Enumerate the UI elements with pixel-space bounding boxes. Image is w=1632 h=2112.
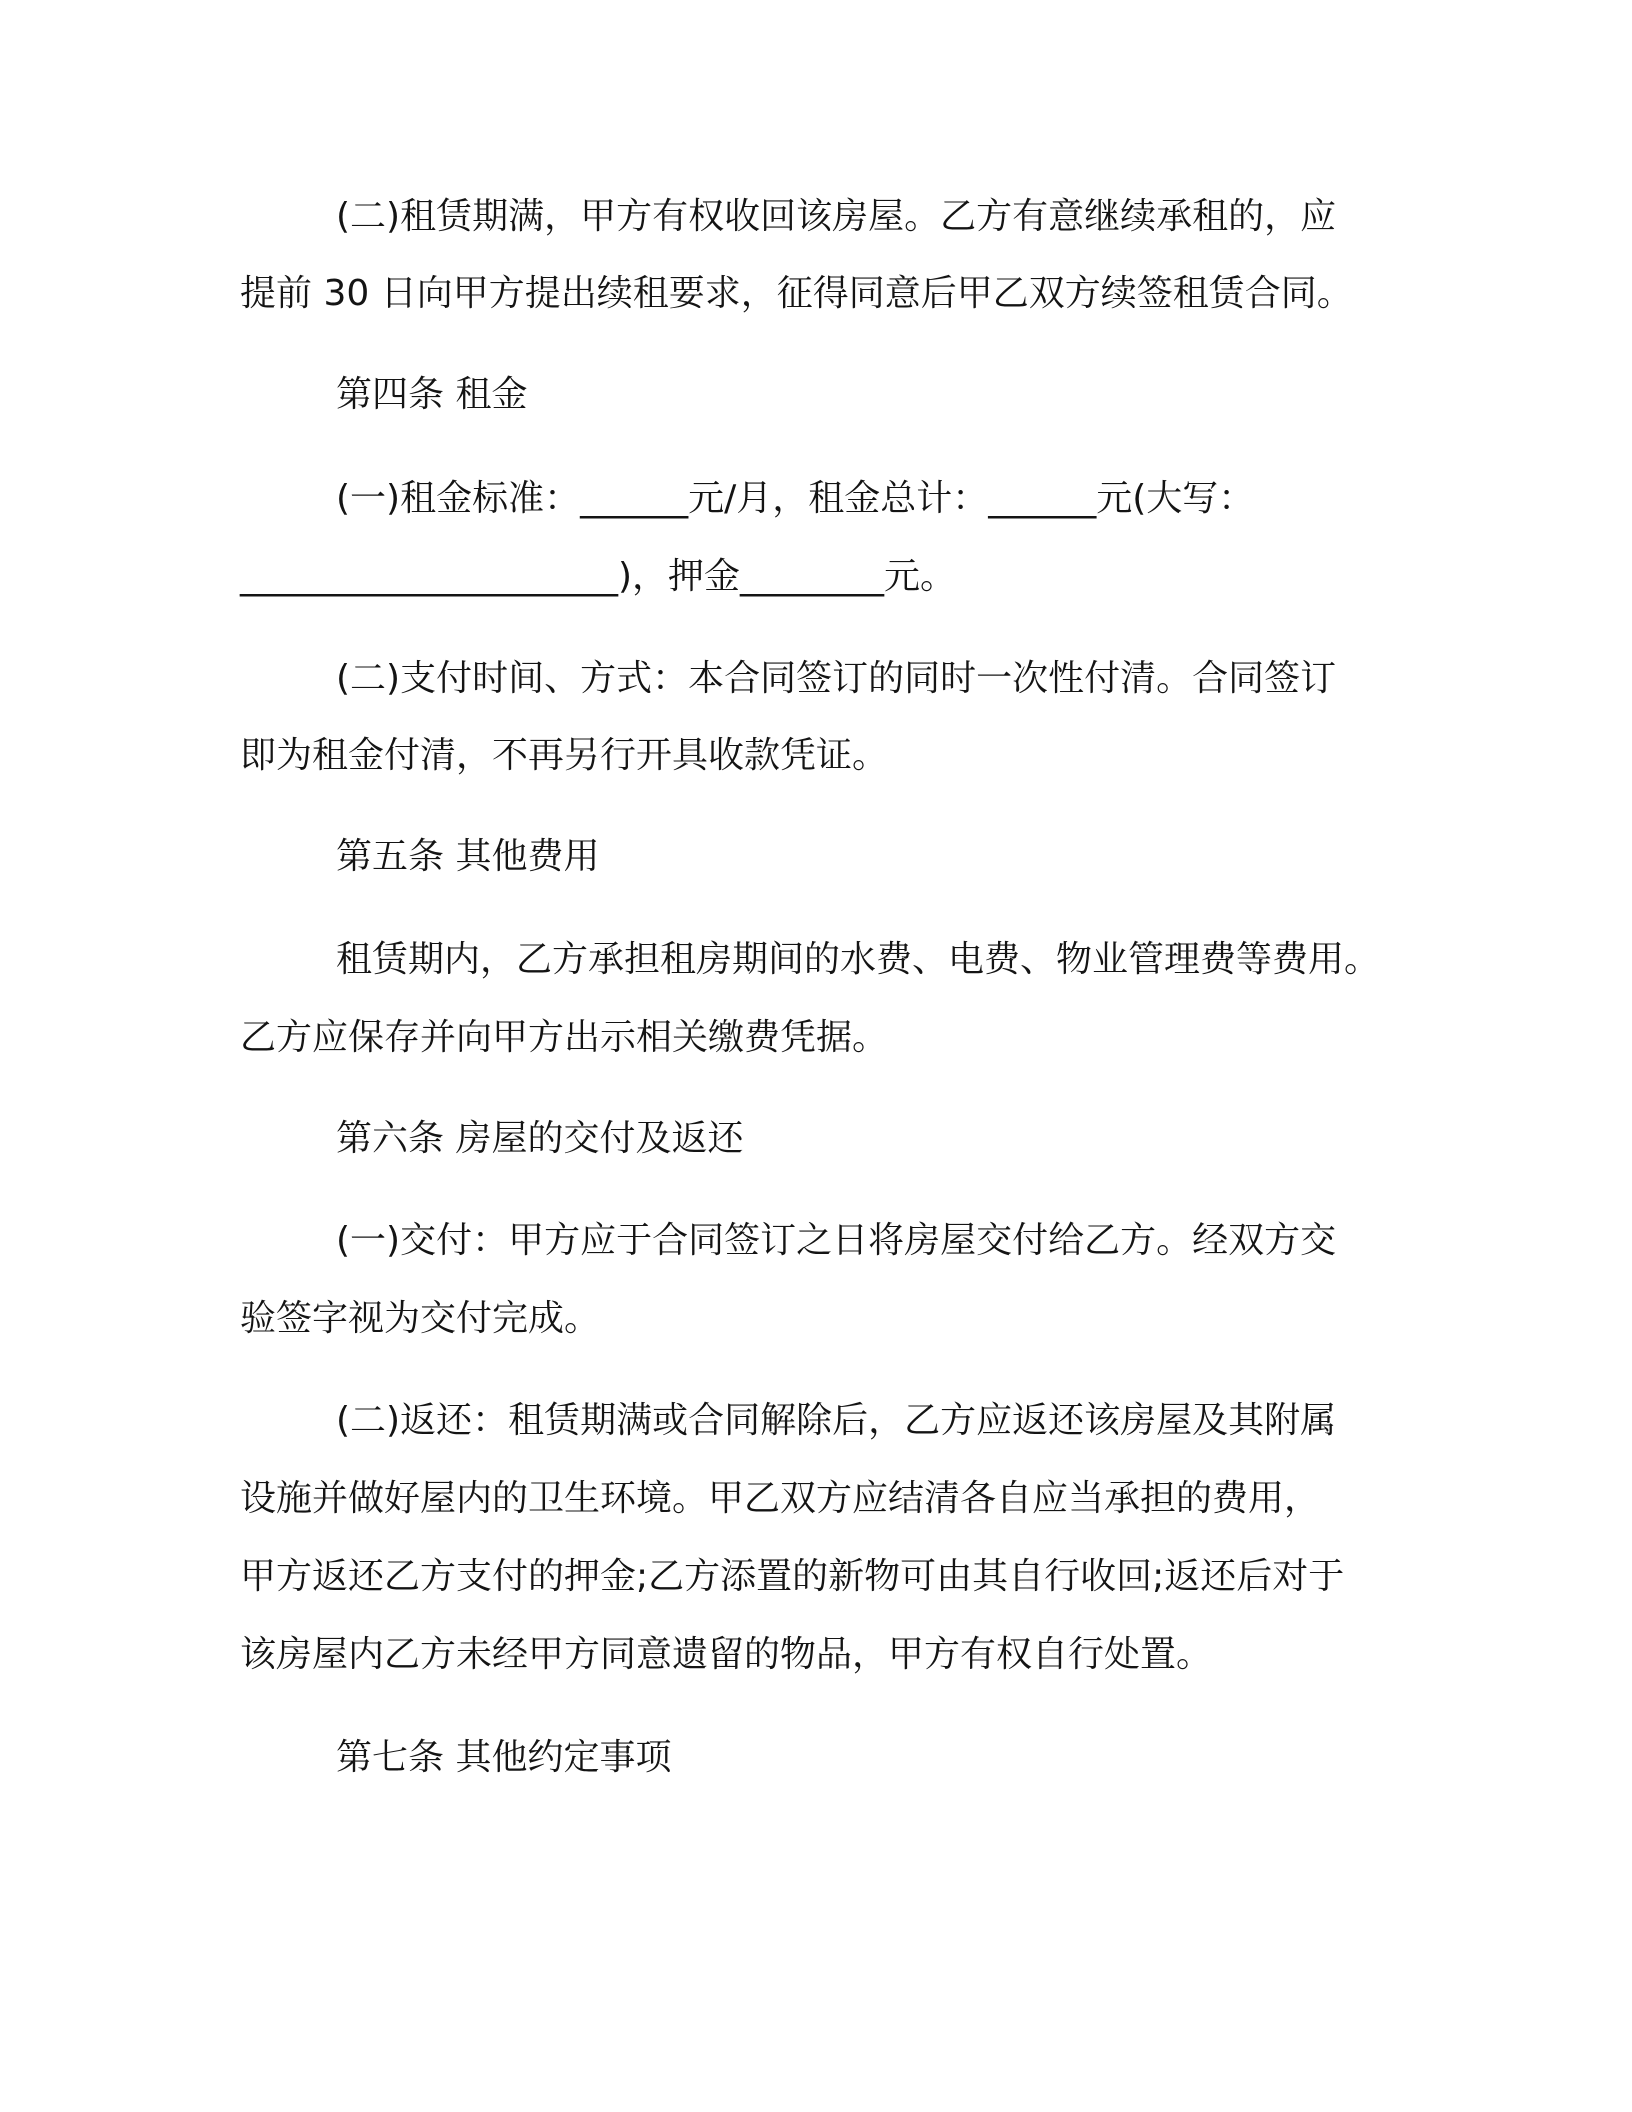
clause-6-1-line-2: 验签字视为交付完成。 bbox=[240, 1298, 601, 1339]
article-5-body-line-2: 乙方应保存并向甲方出示相关缴费凭据。 bbox=[240, 1017, 889, 1058]
article-4-heading: 第四条 租金 bbox=[336, 374, 528, 415]
clause-6-2-line-2: 设施并做好屋内的卫生环境。甲乙双方应结清各自应当承担的费用， bbox=[240, 1478, 1321, 1519]
clause-6-1-line-1: (一)交付：甲方应于合同签订之日将房屋交付给乙方。经双方交 bbox=[336, 1220, 1337, 1261]
clause-3-2-line-2: 提前 30 日向甲方提出续租要求，征得同意后甲乙双方续签租赁合同。 bbox=[240, 273, 1353, 314]
clause-4-2-line-2: 即为租金付清，不再另行开具收款凭证。 bbox=[240, 735, 889, 776]
clause-4-1-line-2: _____________________)，押金________元。 bbox=[240, 556, 957, 597]
clause-6-2-line-1: (二)返还：租赁期满或合同解除后，乙方应返还该房屋及其附属 bbox=[336, 1400, 1337, 1441]
article-5-heading: 第五条 其他费用 bbox=[336, 836, 600, 877]
clause-4-1-line-1: (一)租金标准：______元/月，租金总计：______元(大写： bbox=[336, 478, 1255, 519]
article-6-heading: 第六条 房屋的交付及返还 bbox=[336, 1118, 744, 1159]
clause-4-2-line-1: (二)支付时间、方式：本合同签订的同时一次性付清。合同签订 bbox=[336, 658, 1337, 699]
article-5-body-line-1: 租赁期内，乙方承担租房期间的水费、电费、物业管理费等费用。 bbox=[336, 939, 1381, 980]
clause-6-2-line-4: 该房屋内乙方未经甲方同意遗留的物品，甲方有权自行处置。 bbox=[240, 1634, 1213, 1675]
clause-3-2-line-1: (二)租赁期满，甲方有权收回该房屋。乙方有意继续承租的，应 bbox=[336, 196, 1337, 237]
article-7-heading: 第七条 其他约定事项 bbox=[336, 1737, 672, 1778]
clause-6-2-line-3: 甲方返还乙方支付的押金;乙方添置的新物可由其自行收回;返还后对于 bbox=[240, 1556, 1345, 1597]
